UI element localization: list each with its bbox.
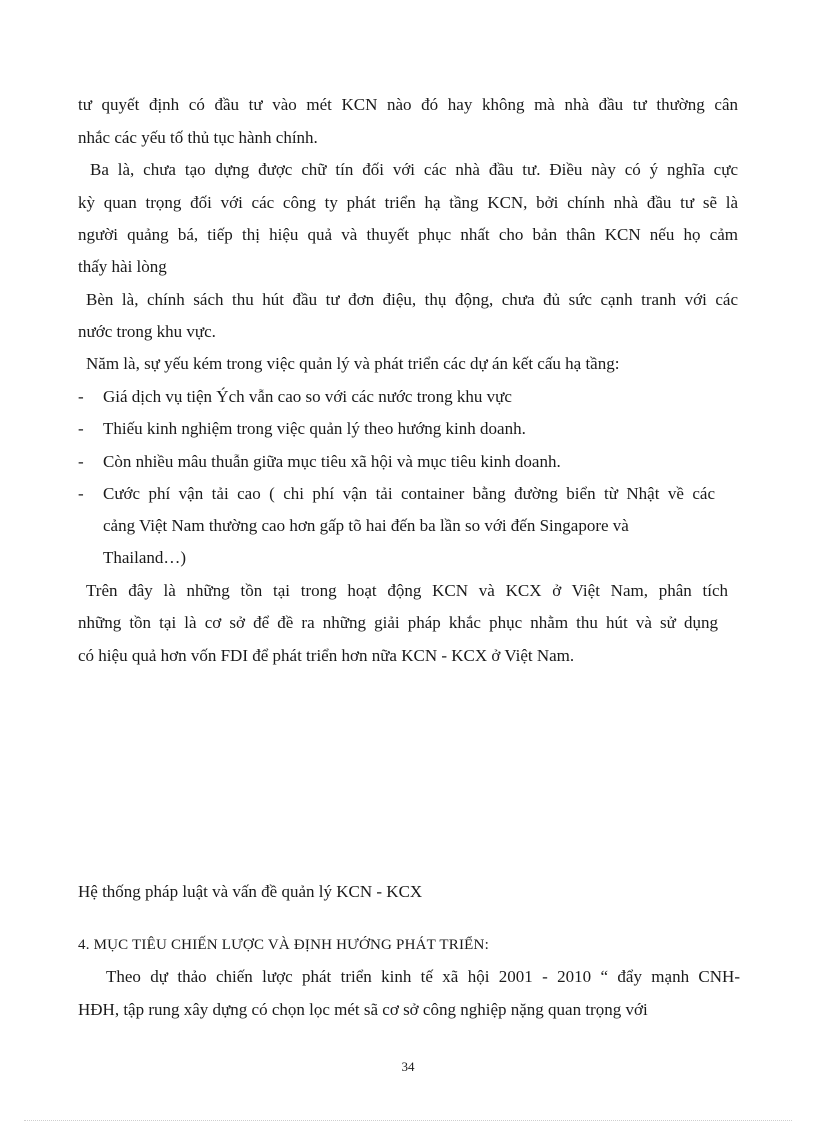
subheading: Hệ thống pháp luật và vấn đề quản lý KCN - KCX [78, 882, 423, 901]
text-line: Bèn là, chính sách thu hút đầu tư đơn điệu, thụ động, chưa đủ sức cạnh tranh với các [86, 290, 738, 309]
text-line: HĐH, tập rung xây dựng có chọn lọc mét sã cơ sở công nghiệp nặng quan trọng với [78, 1000, 648, 1019]
text-line: nước trong khu vực. [78, 322, 216, 341]
bullet-item: Cước phí vận tải cao ( chi phí vận tải container bằng đường biển từ Nhật về các [103, 484, 715, 503]
text-line: Trên đây là những tồn tại trong hoạt động KCN và KCX ở Việt Nam, phân tích [86, 581, 728, 600]
text-line: kỳ quan trọng đối với các công ty phát triển hạ tầng KCN, bởi chính nhà đầu tư sẽ là [78, 193, 738, 212]
page-number: 34 [401, 1059, 415, 1074]
bullet-marker: - [78, 452, 84, 471]
text-line: Theo dự thảo chiến lược phát triển kinh tế xã hội 2001 - 2010 “ đẩy mạnh CNH- [106, 967, 740, 986]
text-line: có hiệu quả hơn vốn FDI để phát triển hơn nữa KCN - KCX ở Việt Nam. [78, 646, 575, 665]
text-line: người quảng bá, tiếp thị hiệu quả và thuyết phục nhất cho bản thân KCN nếu họ cảm [78, 225, 738, 244]
page-bottom-divider [24, 1120, 792, 1121]
bullet-item: Còn nhiều mâu thuẫn giữa mục tiêu xã hội và mục tiêu kinh doanh. [103, 452, 561, 471]
text-line: Ba là, chưa tạo dựng được chữ tín đối với các nhà đầu tư. Điều này có ý nghĩa cực [90, 160, 738, 179]
bullet-marker: - [78, 387, 84, 406]
text-line: tư quyết định có đầu tư vào mét KCN nào đó hay không mà nhà đầu tư thường cân [78, 95, 738, 114]
bullet-item: Thiếu kinh nghiệm trong việc quản lý theo hướng kinh doanh. [103, 419, 526, 438]
bullet-marker: - [78, 419, 84, 438]
text-line: nhắc các yếu tố thủ tục hành chính. [78, 128, 318, 147]
section-heading: 4. MỤC TIÊU CHIẾN LƯỢC VÀ ĐỊNH HƯỚNG PHÁT TRIỂN: [78, 937, 489, 953]
text-line: những tồn tại là cơ sở để đề ra những giải pháp khắc phục nhằm thu hút và sử dụng [78, 613, 718, 632]
bullet-item: Giá dịch vụ tiện Ých vẫn cao so với các nước trong khu vực [103, 387, 512, 406]
bullet-marker: - [78, 484, 84, 503]
bullet-item-continuation: Thailand…) [103, 548, 187, 567]
text-line: Năm là, sự yếu kém trong việc quản lý và phát triển các dự án kết cấu hạ tầng: [86, 354, 620, 373]
bullet-item-continuation: cảng Việt Nam thường cao hơn gấp tõ hai đến ba lần so với đến Singapore và [103, 516, 629, 535]
text-line: thấy hài lòng [78, 257, 167, 276]
